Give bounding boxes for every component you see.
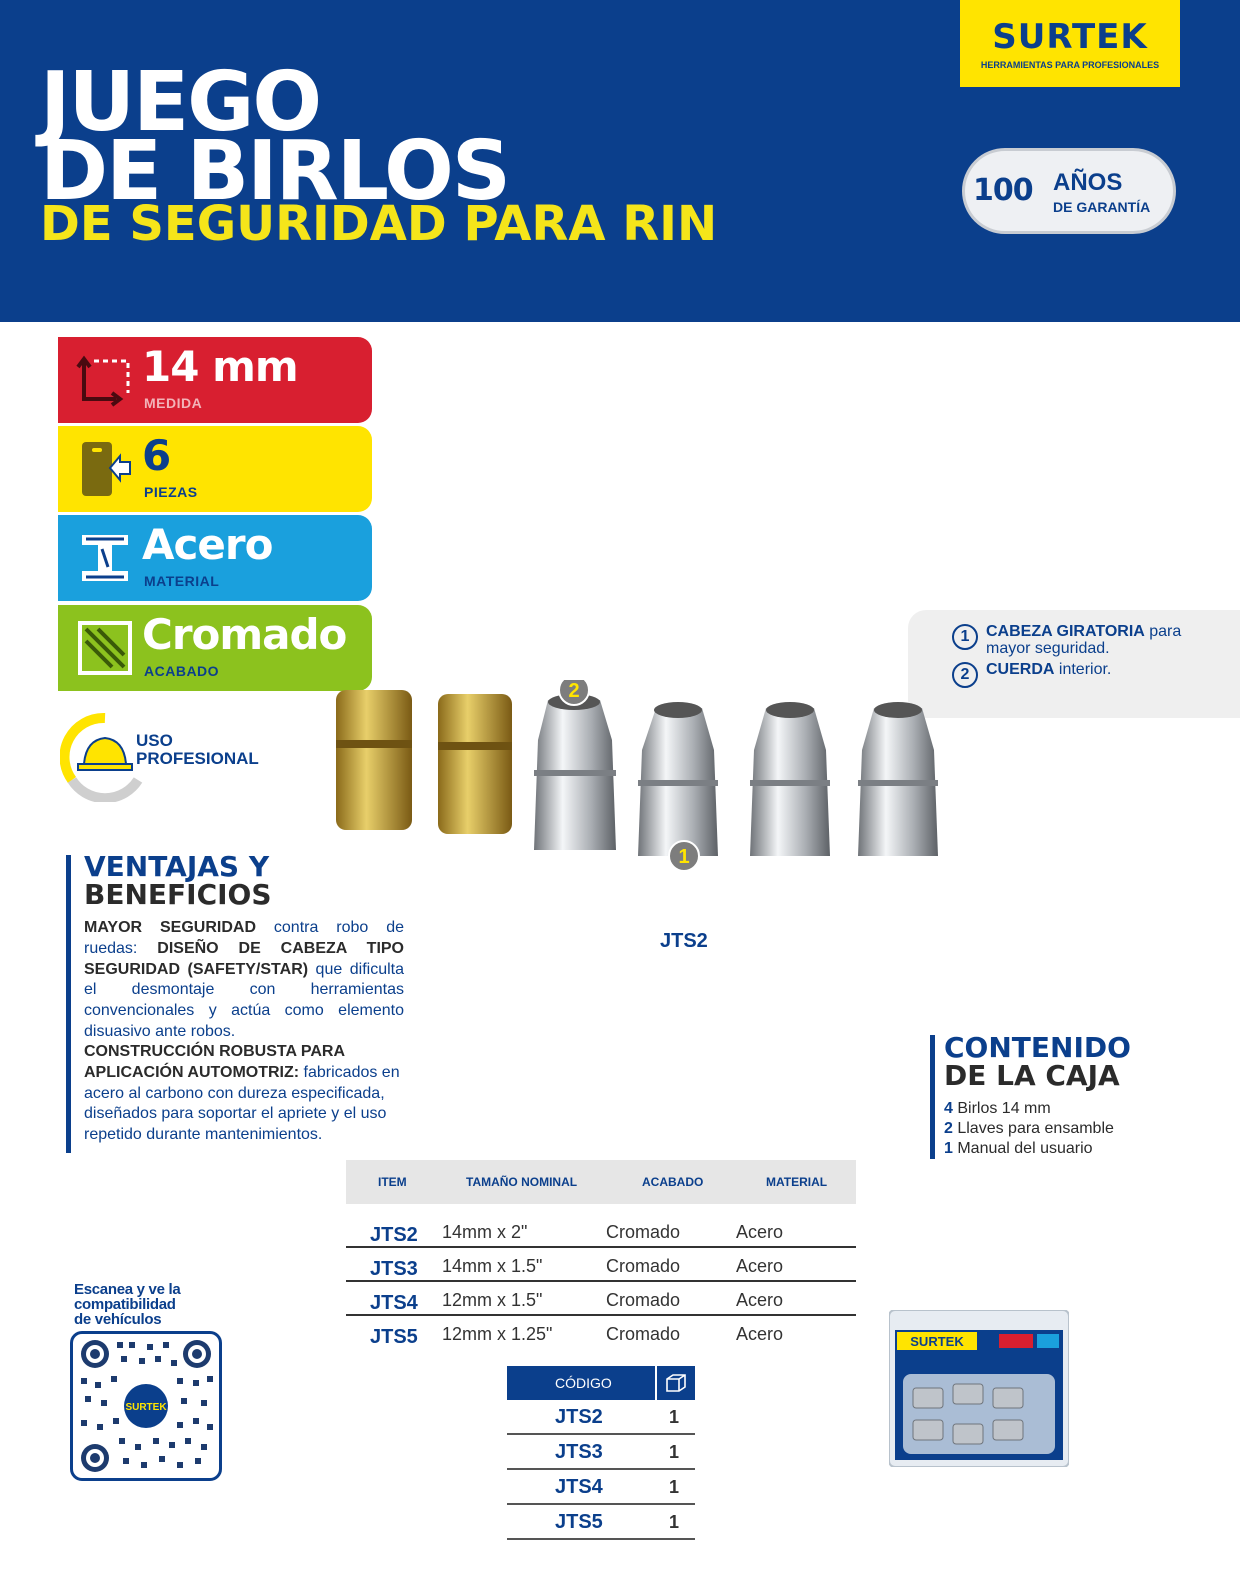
spec-finish-value: Cromado	[142, 610, 347, 659]
feature-2	[960, 661, 1226, 683]
code-table	[507, 1366, 695, 1540]
table-row	[346, 1282, 856, 1316]
contenido-item	[944, 1100, 1051, 1118]
cell-material: Acero	[736, 1256, 784, 1276]
feature-2-number: 2	[952, 662, 978, 688]
qty-cell: 1	[669, 1477, 680, 1497]
contenido-title-2: DE LA CAJA	[944, 1059, 1120, 1092]
code-cell: JTS2	[555, 1406, 603, 1428]
contenido-item-qty: 4	[944, 1100, 953, 1117]
ventajas-p1-bold-2: DISEÑO DE CABEZA TIPO SEGURIDAD (SAFETY/STAR)	[84, 939, 404, 978]
marker-2	[559, 680, 589, 705]
lug-nut-1	[534, 694, 616, 850]
spec-table-header	[346, 1160, 856, 1204]
qty-cell: 1	[669, 1512, 680, 1532]
cell-item: JTS4	[370, 1292, 418, 1314]
cell-finish: Cromado	[606, 1324, 681, 1344]
contenido-item-text: Manual del usuario	[952, 1140, 1093, 1157]
spec-material	[58, 515, 372, 601]
gold-key-1	[336, 690, 412, 830]
code-table-header	[507, 1366, 695, 1400]
ventajas-p1-bold-1: MAYOR SEGURIDAD	[84, 919, 256, 936]
ventajas-title-1: VENTAJAS Y	[84, 850, 270, 883]
pieces-icon	[76, 440, 134, 498]
professional-use-badge	[60, 712, 280, 802]
brand-tagline: HERRAMIENTAS PARA PROFESIONALES	[980, 60, 1160, 70]
steel-beam-icon	[76, 529, 134, 587]
qr-caption	[74, 1282, 180, 1327]
cell-finish: Cromado	[606, 1222, 681, 1242]
cell-finish: Cromado	[606, 1256, 681, 1276]
title-line-1: JUEGO	[40, 55, 321, 150]
qr-pattern	[73, 1334, 219, 1478]
warranty-number: 100	[973, 173, 1033, 208]
ventajas-title-2: BENEFICIOS	[84, 878, 272, 911]
contenido-item-qty: 1	[944, 1140, 953, 1157]
spec-pieces-value: 6	[142, 431, 171, 480]
code-header-label: CÓDIGO	[555, 1375, 612, 1391]
professional-use-line1: USO	[136, 731, 173, 750]
code-cell: JTS5	[555, 1511, 603, 1533]
contenido-accent-bar	[930, 1035, 935, 1159]
header-material: MATERIAL	[766, 1175, 828, 1189]
product-photo	[330, 680, 970, 880]
feature-1-number: 1	[952, 624, 978, 650]
box-icon	[665, 1373, 687, 1393]
header-item: ITEM	[378, 1175, 407, 1189]
contenido-item-qty: 2	[944, 1120, 953, 1137]
cell-size: 14mm x 2"	[442, 1222, 528, 1242]
feature-1	[960, 623, 1226, 658]
spec-measure-value: 14 mm	[142, 342, 298, 391]
finish-icon	[76, 619, 134, 677]
warranty-years: AÑOS	[1053, 169, 1123, 196]
cell-item: JTS3	[370, 1258, 418, 1280]
cell-size: 12mm x 1.25"	[442, 1324, 553, 1344]
ventajas-p2-bold: CONSTRUCCIÓN ROBUSTA PARA APLICACIÓN AUTOMOTRIZ:	[84, 1043, 345, 1081]
qr-caption-line2: compatibilidad	[74, 1296, 176, 1313]
cell-material: Acero	[736, 1290, 784, 1310]
table-row	[507, 1470, 695, 1505]
qr-code[interactable]	[70, 1331, 222, 1481]
qr-center-logo: SURTEK	[125, 1402, 167, 1413]
gold-key-2	[438, 694, 512, 834]
qr-caption-line1: Escanea y ve la	[74, 1281, 181, 1298]
code-cell: JTS3	[555, 1441, 603, 1463]
feature-1-bold: CABEZA GIRATORIA	[986, 623, 1145, 640]
table-row	[346, 1214, 856, 1248]
cell-material: Acero	[736, 1222, 784, 1242]
spec-pieces-label: PIEZAS	[144, 484, 198, 500]
contenido-item-text: Llaves para ensamble	[952, 1120, 1114, 1137]
warranty-text: DE GARANTÍA	[1053, 199, 1151, 215]
spec-measure-label: MEDIDA	[144, 395, 203, 411]
contenido-title-1: CONTENIDO	[944, 1031, 1131, 1064]
table-row	[507, 1400, 695, 1435]
spec-table	[346, 1160, 856, 1350]
spec-measure	[58, 337, 372, 423]
qty-cell: 1	[669, 1442, 680, 1462]
cell-size: 14mm x 1.5"	[442, 1256, 543, 1276]
brand-logo	[960, 0, 1180, 87]
contenido-item	[944, 1120, 1114, 1138]
header-finish: ACABADO	[642, 1175, 704, 1189]
marker-1	[669, 841, 699, 871]
package-photo	[889, 1310, 1069, 1467]
spec-material-label: MATERIAL	[144, 573, 220, 589]
qty-cell: 1	[669, 1407, 680, 1427]
lug-nut-2	[638, 702, 718, 856]
code-header-divider	[655, 1366, 657, 1400]
ventajas-p1-text-1: contra robo de ruedas:	[84, 919, 404, 957]
contenido-item	[944, 1140, 1093, 1158]
header-size: TAMAÑO NOMINAL	[466, 1175, 578, 1189]
table-row	[346, 1248, 856, 1282]
table-row	[346, 1316, 856, 1350]
qr-caption-line3: de vehículos	[74, 1311, 162, 1328]
marker-2-label: 2	[568, 680, 580, 702]
professional-use-line2: PROFESIONAL	[136, 748, 259, 768]
contenido-item-text: Birlos 14 mm	[952, 1100, 1051, 1117]
header-banner	[0, 0, 1240, 322]
title-line-2: DE BIRLOS	[40, 124, 509, 219]
cell-item: JTS2	[370, 1224, 418, 1246]
package-brand: SURTEK	[910, 1334, 964, 1349]
spec-pieces	[58, 426, 372, 512]
ventajas-p2-text: fabricados en acero al carbono con dureza especificada, diseñados para soportar el apriete y el uso repetido durante mantenimientos.	[84, 1063, 400, 1144]
ventajas-paragraph-1	[84, 918, 404, 1043]
cell-size: 12mm x 1.5"	[442, 1290, 543, 1310]
feature-1-text: para mayor seguridad.	[986, 623, 1182, 657]
warranty-badge	[962, 148, 1176, 234]
cell-material: Acero	[736, 1324, 784, 1344]
cell-item: JTS5	[370, 1326, 418, 1348]
lug-nut-4	[858, 702, 938, 856]
lug-nut-3	[750, 702, 830, 856]
table-row	[507, 1435, 695, 1470]
ventajas-accent-bar	[66, 855, 71, 1153]
brand-name: SURTEK	[992, 17, 1148, 57]
product-code-label: JTS2	[660, 930, 708, 952]
feature-2-text: interior.	[1054, 661, 1112, 678]
cell-finish: Cromado	[606, 1290, 681, 1310]
subtitle: DE SEGURIDAD PARA RIN	[40, 196, 718, 252]
spec-finish	[58, 605, 372, 691]
ventajas-paragraph-2	[84, 1042, 404, 1146]
spec-material-value: Acero	[142, 520, 273, 569]
ventajas-p1-text-2: que dificulta el desmontaje con herramientas convencionales y actúa como elemento disuasivo ante robos.	[84, 960, 404, 1040]
measure-icon	[76, 351, 134, 409]
spec-finish-label: ACABADO	[144, 663, 220, 679]
table-row	[507, 1505, 695, 1540]
code-cell: JTS4	[555, 1476, 603, 1498]
marker-1-label: 1	[678, 846, 690, 868]
feature-2-bold: CUERDA	[986, 661, 1055, 678]
professional-use-text	[136, 732, 259, 768]
